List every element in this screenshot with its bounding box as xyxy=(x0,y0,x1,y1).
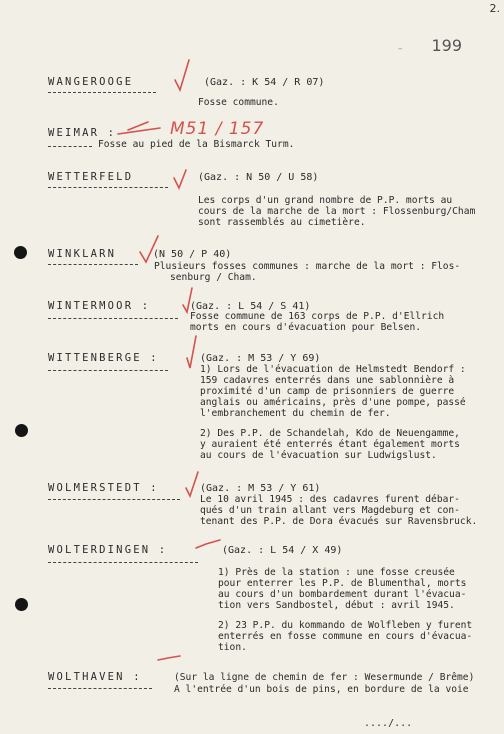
underline xyxy=(48,187,168,188)
check-mark xyxy=(174,170,186,188)
entry-line: morts en cours d'évacuation pour Belsen. xyxy=(190,322,422,333)
entry-name: WEIMAR : xyxy=(48,127,117,139)
underline xyxy=(48,318,178,319)
entry-line: enterrés en fosse commune en cours d'évacua- xyxy=(218,631,473,642)
entry-line: senburg / Cham. xyxy=(170,272,257,283)
entry-gazetteer: (Gaz. : K 54 / R 07) xyxy=(204,77,325,88)
entry-line: Fosse commune. xyxy=(198,97,279,108)
entry-line: y auraient été enterrés étant également morts xyxy=(200,439,460,450)
entry-line: tion vers Sandbostel, début : avril 1945. xyxy=(218,600,455,611)
punch-hole xyxy=(15,598,28,611)
entry-line: A l'entrée d'un bois de pins, en bordure de la voie xyxy=(174,684,469,695)
check-mark xyxy=(186,472,198,496)
underline xyxy=(48,499,180,500)
underline xyxy=(48,264,138,265)
handwritten-reference: M51 / 157 xyxy=(170,119,265,139)
entry-name: WOLTHAVEN : xyxy=(48,671,142,683)
entry-line: pour enterrer les P.P. de Blumenthal, morts xyxy=(218,578,467,589)
entry-line: 2) 23 P.P. du kommando de Wolfleben y furent xyxy=(218,620,473,631)
entry-name: WOLMERSTEDT : xyxy=(48,482,159,494)
entry-line: 1) Lors de l'évacuation de Helmstedt Bendorf : xyxy=(200,364,466,375)
entry-name: WITTENBERGE : xyxy=(48,352,159,364)
entry-gazetteer: (Gaz. : L 54 / S 41) xyxy=(190,301,311,312)
check-mark xyxy=(158,656,180,660)
underline xyxy=(48,92,156,93)
entry-line: 159 cadavres enterrés dans une sablonnière à xyxy=(200,375,455,386)
entry-line: l'embranchement du chemin de fer. xyxy=(200,408,391,419)
underline xyxy=(48,370,168,371)
entry-gazetteer: (Gaz. : L 54 / X 49) xyxy=(222,545,343,556)
punch-hole xyxy=(15,424,28,437)
entry-line: sont rassemblés au cimetière. xyxy=(198,217,366,228)
continuation-mark: ..../... xyxy=(364,718,413,729)
entry-name: WOLTERDINGEN : xyxy=(48,544,168,556)
punch-hole xyxy=(14,246,27,259)
entry-gazetteer: (Gaz. : M 53 / Y 69) xyxy=(200,353,321,364)
entry-gazetteer: (Sur la ligne de chemin de fer : Wesermunde / Brême) xyxy=(174,672,475,683)
check-mark xyxy=(118,122,160,134)
entry-gazetteer: (N 50 / P 40) xyxy=(153,249,232,260)
check-mark xyxy=(175,60,189,90)
entry-line: au cours d'un bombardement durant l'évacua- xyxy=(218,589,467,600)
entry-line: proximité d'un camp de prisonniers de guerre xyxy=(200,386,455,397)
entry-line: tion. xyxy=(218,642,247,653)
entry-line: Le 10 avril 1945 : des cadavres furent débar- xyxy=(200,494,460,505)
entry-line: Les corps d'un grand nombre de P.P. morts au xyxy=(198,195,453,206)
check-mark xyxy=(187,336,196,368)
entry-line: au cours de l'évacuation sur Ludwigslust. xyxy=(200,450,437,461)
entry-line: 1) Près de la station : une fosse creusée xyxy=(218,567,455,578)
underline xyxy=(48,146,92,147)
entry-line: cours de la marche de la mort : Flossenburg/Cham xyxy=(198,206,476,217)
entry-line: anglais ou américains, près d'une pompe, passé xyxy=(200,397,466,408)
entry-gazetteer: (Gaz. : N 50 / U 58) xyxy=(198,172,319,183)
pencil-dash: – xyxy=(398,44,403,54)
entry-name: WANGEROOGE xyxy=(48,76,134,88)
entry-line: 2) Des P.P. de Schandelah, Kdo de Neuengamme, xyxy=(200,428,460,439)
entry-line: Fosse au pied de la Bismarck Turm. xyxy=(98,139,295,150)
check-mark xyxy=(196,540,220,548)
entry-line: Plusieurs fosses communes : marche de la mort : Flos- xyxy=(154,261,461,272)
underline xyxy=(48,688,152,689)
entry-name: WINTERMOOR : xyxy=(48,300,151,312)
underline xyxy=(48,562,198,563)
entry-line: tenant des P.P. de Dora évacués sur Ravensbruck. xyxy=(200,516,478,527)
entry-name: WINKLARN xyxy=(48,248,117,260)
entry-gazetteer: (Gaz. : M 53 / Y 61) xyxy=(200,483,321,494)
entry-name: WETTERFELD xyxy=(48,171,134,183)
page-number: 199 xyxy=(431,36,462,55)
corner-mark: 2. xyxy=(489,2,500,15)
entry-line: Fosse commune de 163 corps de P.P. d'Ellrich xyxy=(190,311,445,322)
entry-line: qués d'un train allant vers Magdeburg et con- xyxy=(200,505,460,516)
